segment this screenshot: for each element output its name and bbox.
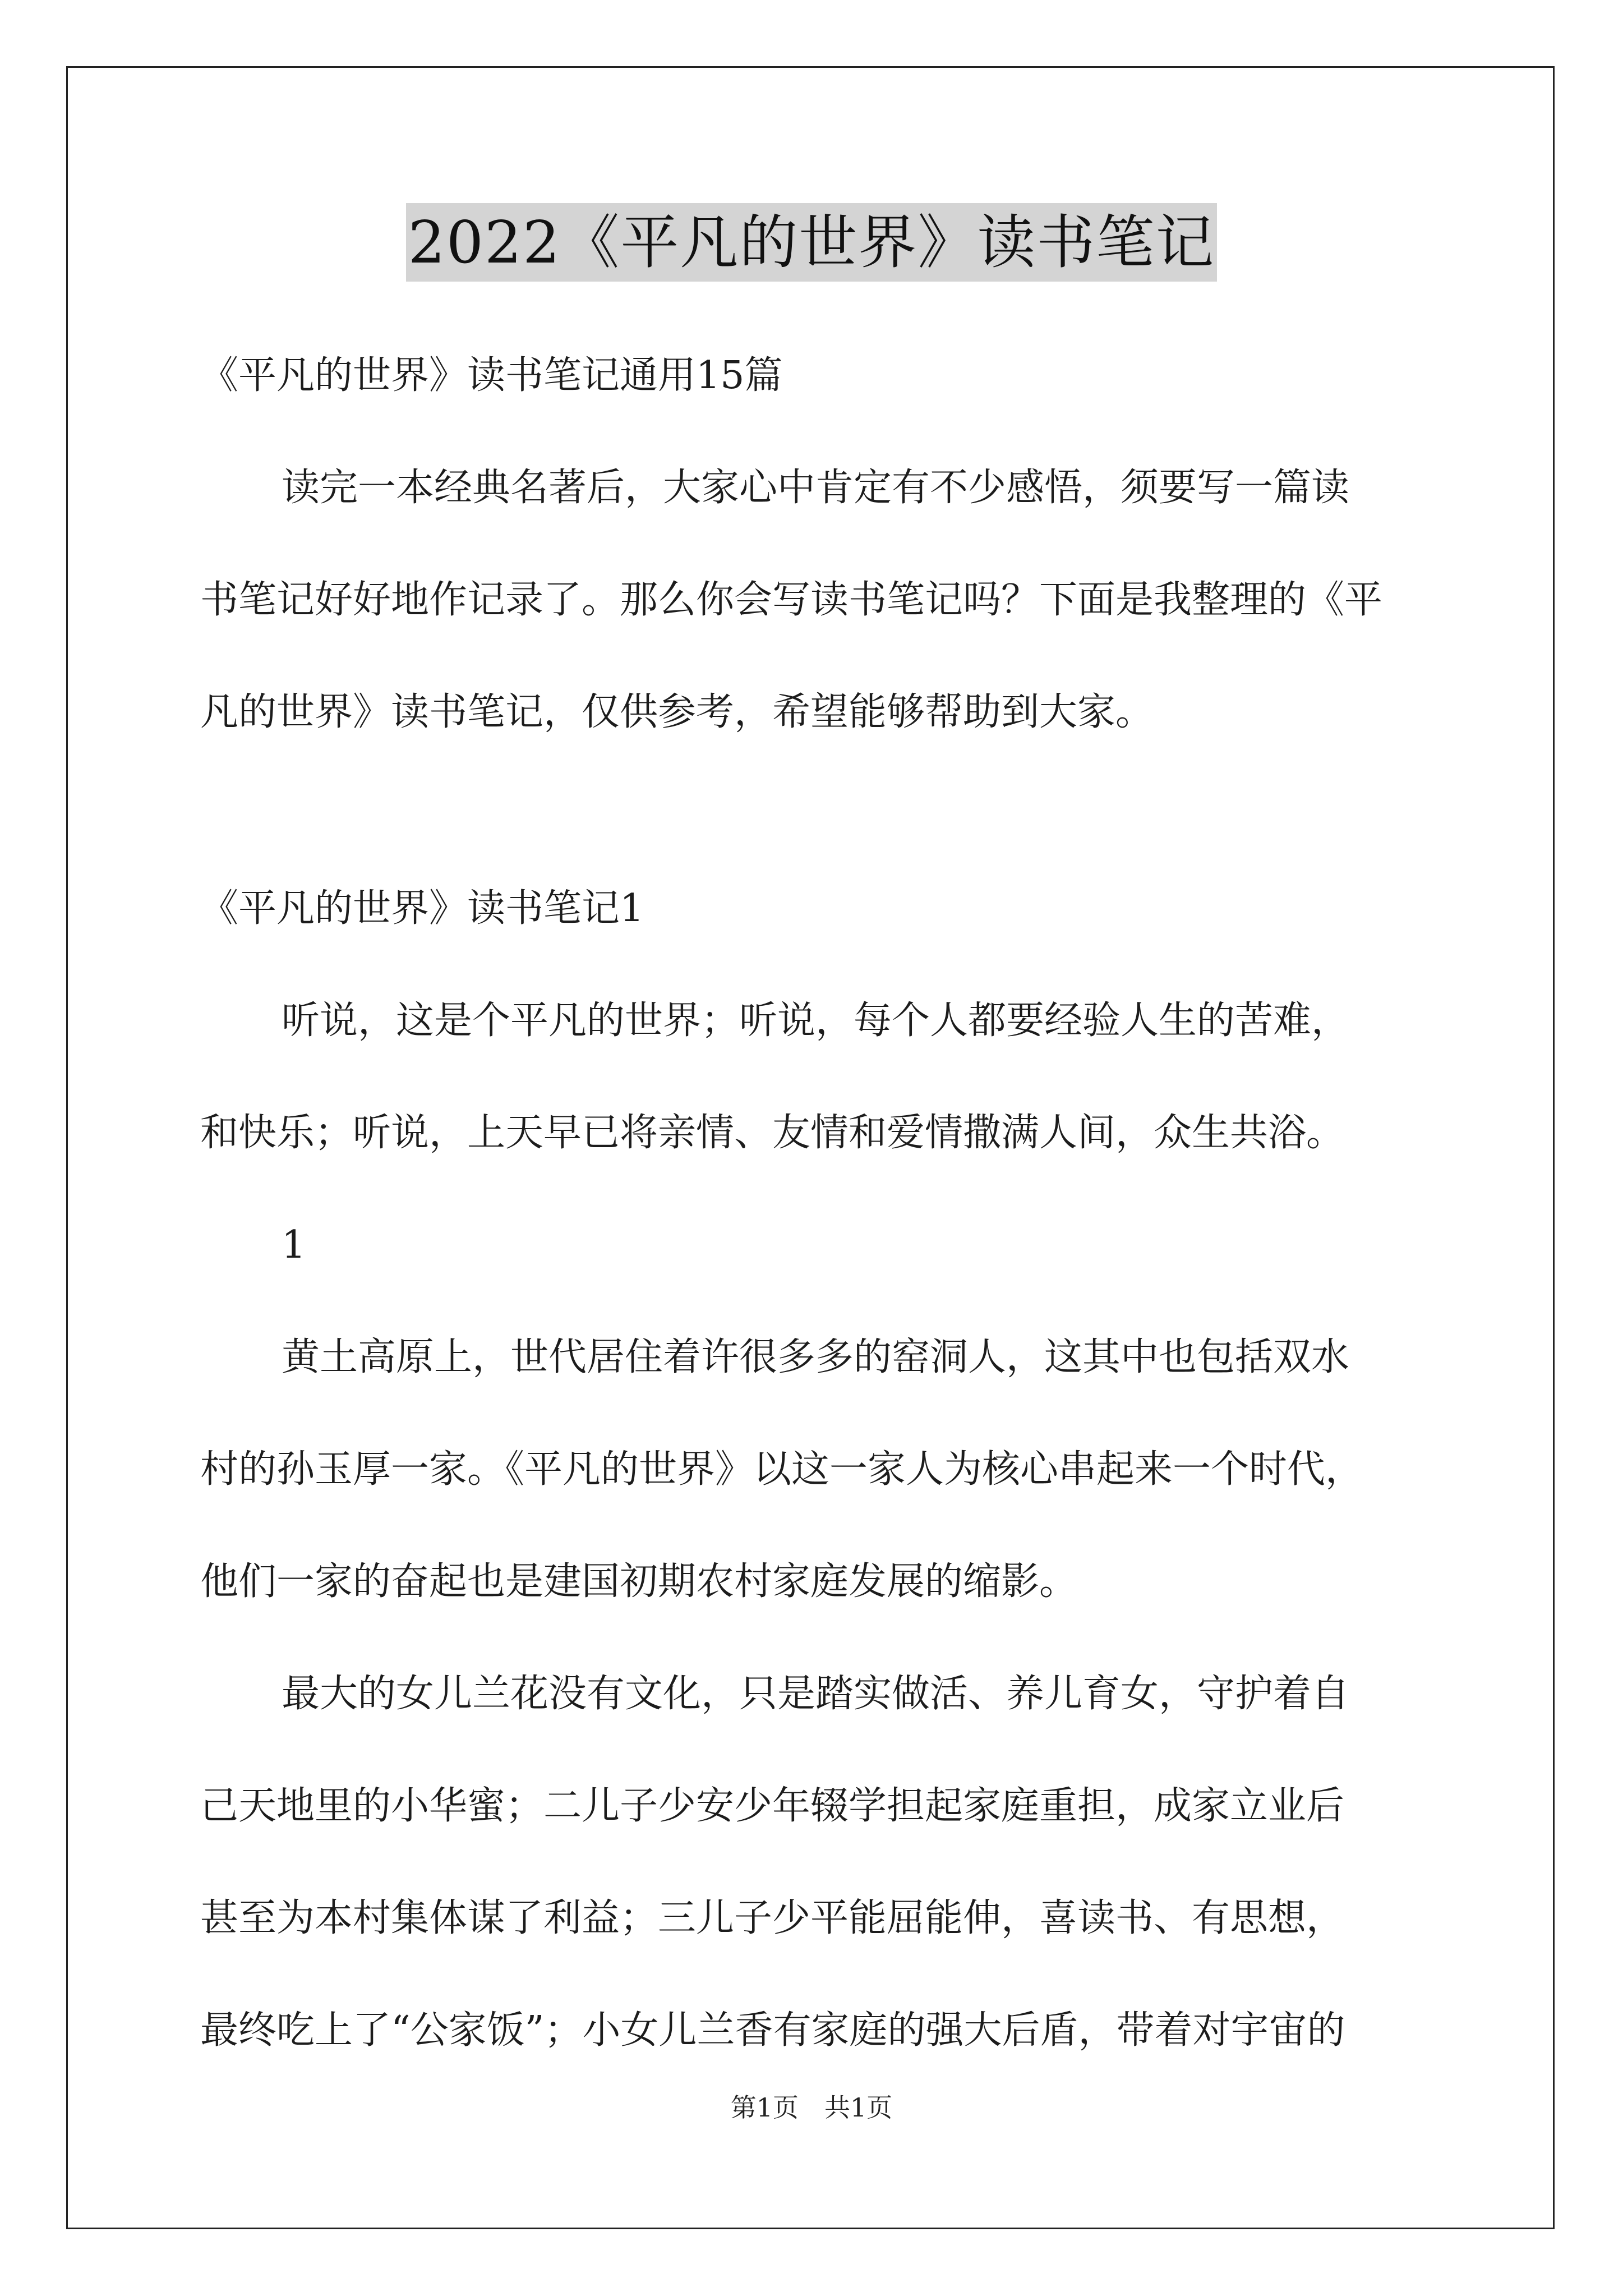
intro-line-2: 书笔记好好地作记录了。那么你会写读书笔记吗？下面是我整理的《平 [200,578,1383,622]
para1-line-1: 听说，这是个平凡的世界；听说，每个人都要经验人生的苦难， [282,999,1350,1043]
document-subtitle: 《平凡的世界》读书笔记通用15篇 [200,353,783,398]
page-footer: 第1页 共1页 [730,2092,893,2123]
intro-line-3: 凡的世界》读书笔记，仅供参考，希望能够帮助到大家。 [200,690,1154,734]
title-wrap [0,203,1623,282]
para2-line-3: 他们一家的奋起也是建国初期农村家庭发展的缩影。 [200,1559,1078,1604]
para2-line-2: 村的孙玉厚一家。《平凡的世界》以这一家人为核心串起来一个时代， [200,1447,1364,1492]
document-title: 2022《平凡的世界》读书笔记 [406,203,1218,282]
section-heading: 《平凡的世界》读书笔记1 [200,886,644,931]
para3-line-4: 最终吃上了“公家饭”；小女儿兰香有家庭的强大后盾，带着对宇宙的 [200,2008,1345,2053]
para2-line-1: 黄土高原上，世代居住着许很多多的窑洞人，这其中也包括双水 [282,1335,1350,1379]
para1-line-2: 和快乐；听说，上天早已将亲情、友情和爱情撒满人间，众生共浴。 [200,1111,1345,1155]
para3-line-3: 甚至为本村集体谋了利益；三儿子少平能屈能伸，喜读书、有思想， [200,1896,1345,1940]
intro-line-1: 读完一本经典名著后，大家心中肯定有不少感悟，须要写一篇读 [282,466,1350,510]
number-marker: 1 [282,1223,306,1267]
para3-line-1: 最大的女儿兰花没有文化，只是踏实做活、养儿育女，守护着自 [282,1672,1350,1716]
para3-line-2: 己天地里的小华蜜；二儿子少安少年辍学担起家庭重担，成家立业后 [200,1784,1345,1828]
